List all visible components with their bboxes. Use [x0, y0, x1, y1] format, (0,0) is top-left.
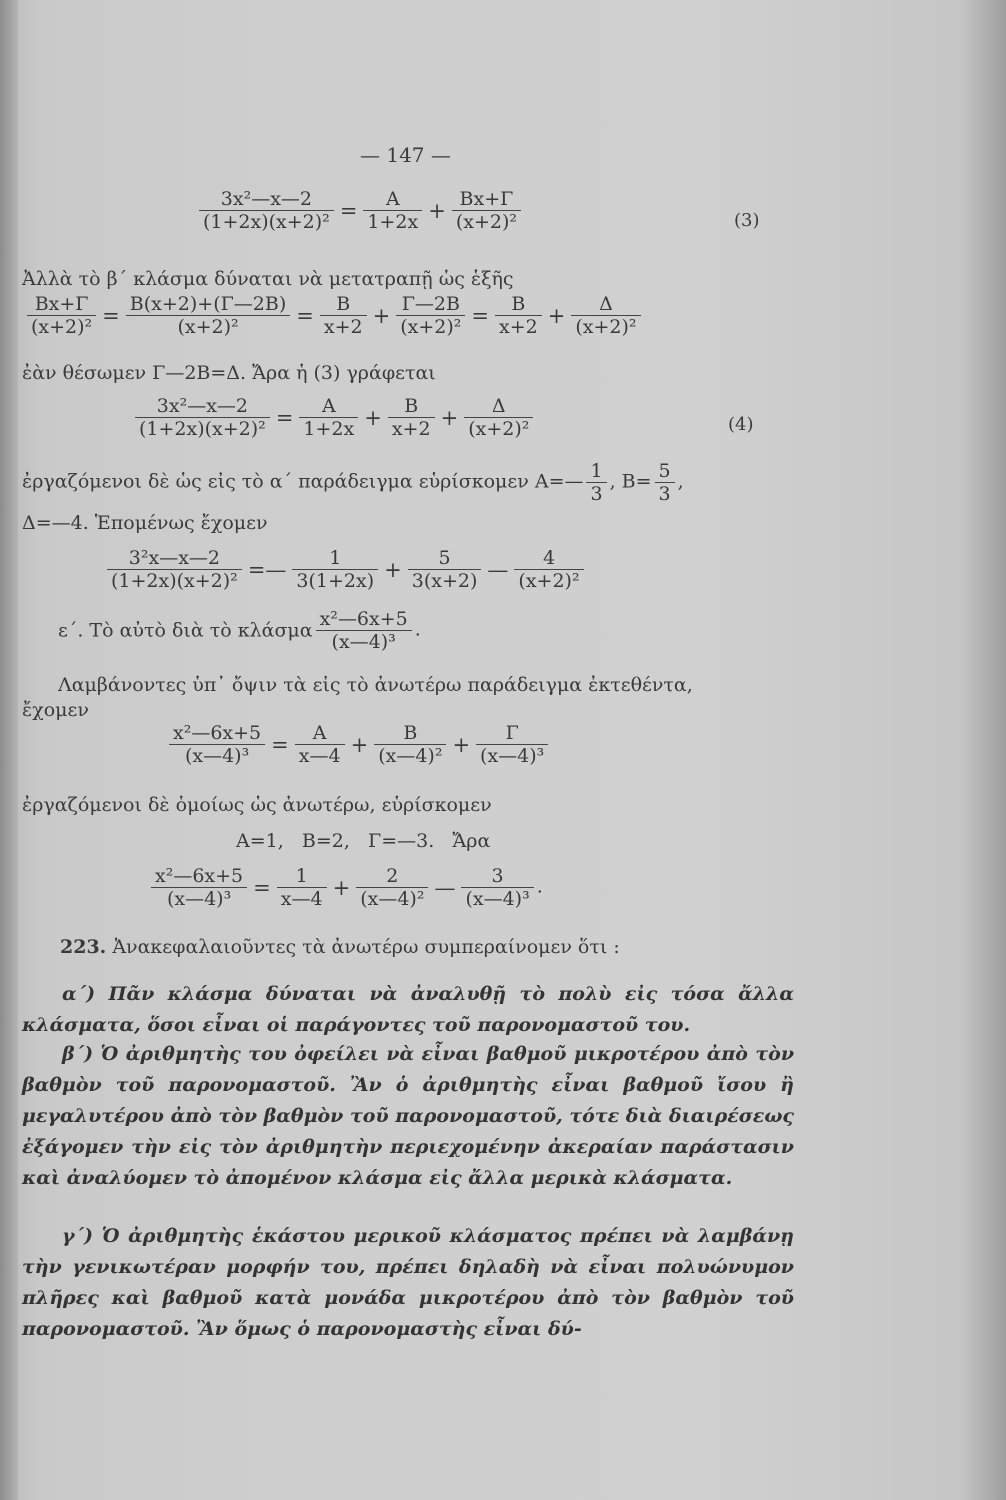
fraction: $\frac{4}{\text{(x+2)²}}$	[514, 547, 583, 592]
text-line: Λαμβάνοντες ὑπ᾿ ὄψιν τὰ εἰς τὸ ἀνωτέρω παράδειγμα ἐκτεθέντα,	[58, 674, 693, 696]
fraction: $\frac{\text{3x²—x—2}}{\text{(1+2x)(x+2)²}}$	[199, 188, 334, 233]
solution-line: ἐργαζόμενοι δὲ ὡς εἰς τὸ α΄ παράδειγμα εὑρίσκομεν A=— $\frac{1}{3}$ , B= $\frac{5}{3}$ ,	[22, 460, 684, 505]
fraction: $\frac{1}{3}$	[586, 460, 606, 505]
fraction: $\frac{1}{3(1+2x)}$	[292, 547, 378, 592]
equation-4: $\frac{\text{3x²—x—2}}{\text{(1+2x)(x+2)²}}$ = $\frac{A}{1+2x}$ + $\frac{B}{x+2}$ + $\frac{\Delta}{\text{(x+2)²}}$	[132, 395, 536, 440]
fraction: $\frac{B(x+2)+(\Gamma—2B)}{\text{(x+2)²}}$	[126, 293, 291, 338]
fraction: $\frac{\Delta}{\text{(x+2)²}}$	[464, 395, 533, 440]
fraction: $\frac{A}{1+2x}$	[299, 395, 358, 440]
text-line: ἐὰν θέσωμεν Γ—2B=Δ. Ἄρα ἡ (3) γράφεται	[22, 362, 436, 384]
fraction: $\frac{\Gamma—2B}{\text{(x+2)²}}$	[396, 293, 465, 338]
equation-6: $\frac{\text{x²—6x+5}}{\text{(x—4)³}}$ = $\frac{A}{x—4}$ + $\frac{B}{\text{(x—4)²}}$ + $\frac{\Gamma}{\text{(x—4)³}}$	[166, 722, 551, 767]
equation-5: $\frac{\text{3²x—x—2}}{\text{(1+2x)(x+2)²}}$ =— $\frac{1}{3(1+2x)}$ + $\frac{5}{3(x+2)}$ — $\frac{4}{\text{(x+2)²}}$	[104, 547, 587, 592]
text-line: ἐργαζόμενοι δὲ ὁμοίως ὡς ἀνωτέρω, εὑρίσκομεν	[22, 794, 492, 816]
epsilon-line: ε΄. Τὸ αὐτὸ διὰ τὸ κλάσμα $\frac{\text{x²—6x+5}}{\text{(x—4)³}}$ .	[58, 608, 421, 653]
paragraph-gamma: γ΄) Ὁ ἀριθμητὴς ἑκάστου μερικοῦ κλάσματος πρέπει νὰ λαμβάνῃ τὴν γενικωτέραν μορφήν του, πρέπει δηλαδὴ νὰ εἶναι πολυώνυμον πλῆρες καὶ βαθμοῦ κατὰ μονάδα μικροτέρου ἀπὸ τὸν βαθμὸν τοῦ παρονομαστοῦ. Ἂν ὅμως ὁ παρονομαστὴς εἶναι δύ-	[22, 1225, 794, 1340]
fraction: $\frac{\text{x²—6x+5}}{\text{(x—4)³}}$	[169, 722, 265, 767]
section-heading	[60, 936, 620, 958]
paragraph-alpha: α΄) Πᾶν κλάσμα δύναται νὰ ἀναλυθῇ τὸ πολὺ εἰς τόσα ἄλλα κλάσματα, ὅσοι εἶναι οἱ παράγοντες τοῦ παρονομαστοῦ του.	[22, 983, 794, 1036]
fraction: $\frac{3}{\text{(x—4)³}}$	[461, 865, 533, 910]
fraction: $\frac{Bx+\Gamma}{\text{(x+2)²}}$	[27, 293, 96, 338]
section-number: 223.	[60, 936, 107, 958]
fraction: $\frac{\text{3²x—x—2}}{\text{(1+2x)(x+2)²}}$	[107, 547, 242, 592]
equation-split: $\frac{Bx+\Gamma}{\text{(x+2)²}}$ = $\frac{B(x+2)+(\Gamma—2B)}{\text{(x+2)²}}$ = $\frac{B}{x+2}$ + $\frac{\Gamma—2B}{\text{(x+2)²}}$ = $\frac{B}{x+2}$ + $\frac{\Delta}{\text{(x+2)²}}$	[24, 293, 644, 338]
fraction: $\frac{A}{1+2x}$	[363, 188, 422, 233]
equation-7: $\frac{\text{x²—6x+5}}{\text{(x—4)³}}$ = $\frac{1}{x—4}$ + $\frac{2}{\text{(x—4)²}}$ — $\frac{3}{\text{(x—4)³}}$ .	[148, 865, 543, 910]
text-line: ἔχομεν	[22, 699, 89, 721]
equation-3-label: (3)	[734, 210, 760, 231]
page-number: — 147 —	[360, 143, 451, 167]
fraction: $\frac{2}{\text{(x—4)²}}$	[356, 865, 428, 910]
equation-4-label: (4)	[728, 414, 754, 435]
fraction: $\frac{\text{3x²—x—2}}{\text{(1+2x)(x+2)²}}$	[135, 395, 270, 440]
fraction: $\frac{A}{x—4}$	[295, 722, 345, 767]
text-line: Δ=—4. Ἑπομένως ἔχομεν	[22, 512, 268, 534]
values-line: A=1, B=2, Γ=—3. Ἄρα	[236, 830, 491, 852]
fraction: $\frac{Bx+\Gamma}{\text{(x+2)²}}$	[452, 188, 521, 233]
fraction: $\frac{5}{3}$	[655, 460, 675, 505]
fraction: $\frac{5}{3(x+2)}$	[408, 547, 482, 592]
fraction: $\frac{\text{x²—6x+5}}{\text{(x—4)³}}$	[151, 865, 247, 910]
text-line: Ἀλλὰ τὸ β΄ κλάσμα δύναται νὰ μετατραπῇ ὡς ἑξῆς	[22, 268, 514, 290]
fraction: $\frac{B}{x+2}$	[495, 293, 542, 338]
fraction: $\frac{1}{x—4}$	[277, 865, 327, 910]
equation-3: $\frac{\text{3x²—x—2}}{\text{(1+2x)(x+2)²}}$ = $\frac{A}{1+2x}$ + $\frac{Bx+\Gamma}{\text{(x+2)²}}$	[196, 188, 524, 233]
page-gutter	[0, 0, 18, 1500]
paragraph-beta: β΄) Ὁ ἀριθμητὴς του ὀφείλει νὰ εἶναι βαθμοῦ μικροτέρου ἀπὸ τὸν βαθμὸν τοῦ παρονομαστοῦ. Ἂν ὁ ἀριθμητὴς εἶναι βαθμοῦ ἴσου ἢ μεγαλυτέρου ἀπὸ τὸν βαθμὸν τοῦ παρονομαστοῦ, τότε διὰ διαιρέσεως ἐξάγομεν τὴν εἰς τὸν ἀριθμητὴν περιεχομένην ἀκεραίαν παράστασιν καὶ ἀναλύομεν τὸ ἀπομένον κλάσμα εἰς ἄλλα μερικὰ κλάσματα.	[22, 1043, 794, 1189]
fraction: $\frac{B}{x+2}$	[388, 395, 435, 440]
fraction: $\frac{B}{\text{(x—4)²}}$	[374, 722, 446, 767]
fraction: $\frac{B}{x+2}$	[320, 293, 367, 338]
fraction: $\frac{\Gamma}{\text{(x—4)³}}$	[476, 722, 548, 767]
section-text: Ἀνακεφαλαιοῦντες τὰ ἀνωτέρω συμπεραίνομεν ὅτι :	[112, 936, 620, 958]
fraction: $\frac{\Delta}{\text{(x+2)²}}$	[571, 293, 640, 338]
fraction: $\frac{\text{x²—6x+5}}{\text{(x—4)³}}$	[316, 608, 412, 653]
